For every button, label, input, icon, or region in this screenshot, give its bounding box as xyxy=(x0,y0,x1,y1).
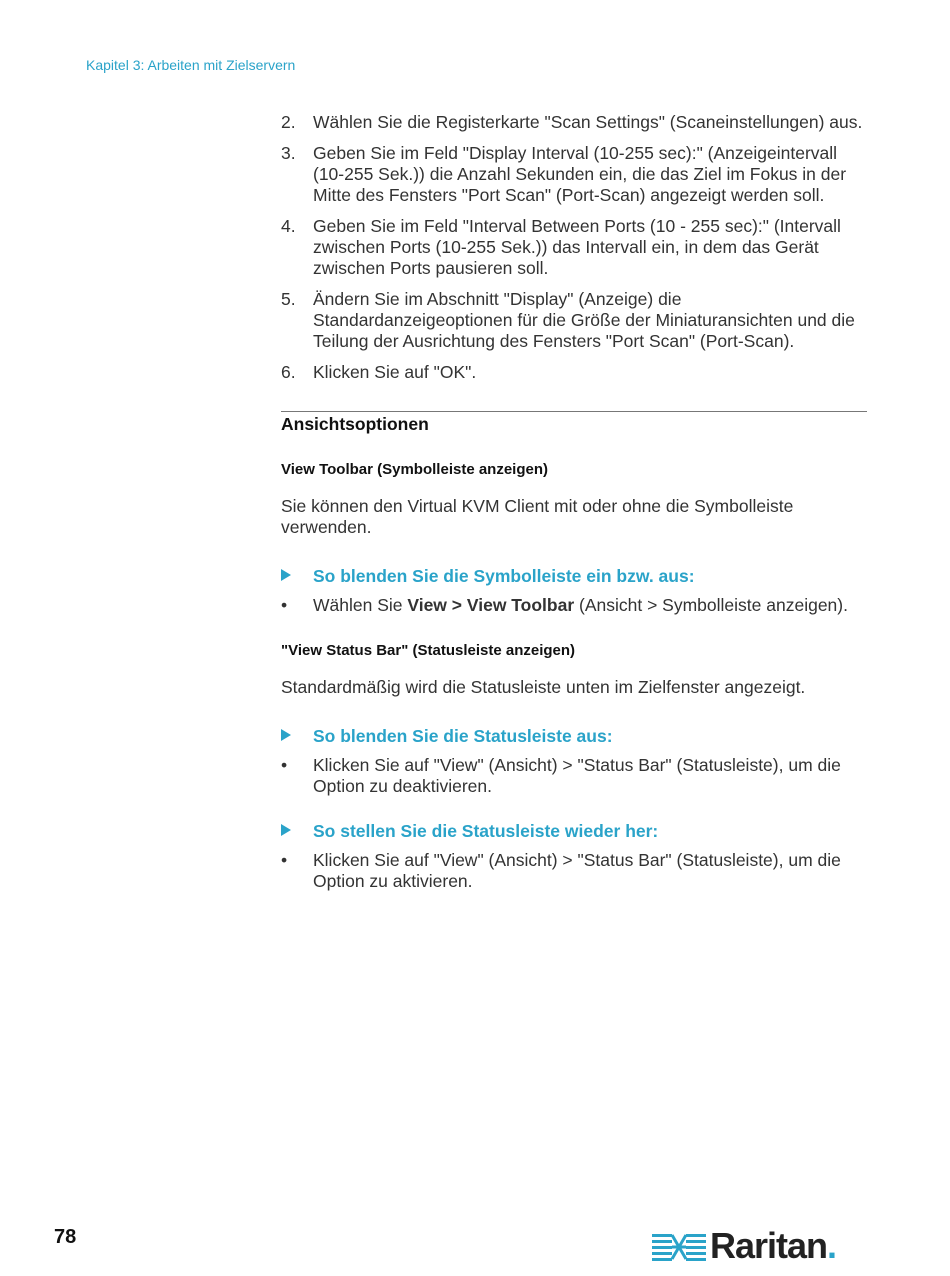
step-number: 4. xyxy=(281,216,296,236)
step-item xyxy=(281,216,867,279)
step-number: 3. xyxy=(281,143,296,163)
bullet-item xyxy=(281,850,867,892)
step-number: 2. xyxy=(281,112,296,132)
triangle-icon xyxy=(281,729,291,741)
bullet-list xyxy=(281,850,867,892)
bullet-list xyxy=(281,595,867,616)
step-item xyxy=(281,289,867,352)
step-item xyxy=(281,112,867,133)
step-text: Klicken Sie auf "OK". xyxy=(313,362,477,382)
statusbar-heading: "View Status Bar" (Statusleiste anzeigen) xyxy=(281,642,576,659)
procedure-heading xyxy=(281,726,867,747)
procedure-heading xyxy=(281,821,867,842)
procedure-text: So blenden Sie die Symbolleiste ein bzw. aus: xyxy=(313,566,695,586)
statusbar-intro: Standardmäßig wird die Statusleiste unten im Zielfenster angezeigt. xyxy=(281,677,806,697)
bullet-text: Klicken Sie auf "View" (Ansicht) > "Status Bar" (Statusleiste), um die Option zu aktivieren. xyxy=(313,850,841,891)
bullet-text: Klicken Sie auf "View" (Ansicht) > "Status Bar" (Statusleiste), um die Option zu deaktivieren. xyxy=(313,755,841,796)
step-text: Wählen Sie die Registerkarte "Scan Settings" (Scaneinstellungen) aus. xyxy=(313,112,863,132)
bullet-list xyxy=(281,755,867,797)
step-text: Ändern Sie im Abschnitt "Display" (Anzeige) die Standardanzeigeoptionen für die Größe der Miniaturansichten und die Teilung der Ausrichtung des Fensters "Port Scan" (Port-Scan). xyxy=(313,289,855,351)
step-list xyxy=(281,112,867,383)
step-item xyxy=(281,143,867,206)
procedure-text: So blenden Sie die Statusleiste aus: xyxy=(313,726,613,746)
toolbar-heading: View Toolbar (Symbolleiste anzeigen) xyxy=(281,461,549,478)
triangle-icon xyxy=(281,569,291,581)
bullet-item xyxy=(281,755,867,797)
page-content xyxy=(281,112,867,892)
bullet-icon: • xyxy=(281,755,288,775)
step-item xyxy=(281,362,867,383)
toolbar-intro: Sie können den Virtual KVM Client mit oder ohne die Symbolleiste verwenden. xyxy=(281,496,794,537)
step-text: Geben Sie im Feld "Display Interval (10-255 sec):" (Anzeigeintervall (10-255 Sek.)) die Anzahl Sekunden ein, die das Ziel im Fokus in der Mitte des Fensters "Port Scan" (Port-Scan) angezeigt werden soll. xyxy=(313,143,847,205)
procedure-text: So stellen Sie die Statusleiste wieder her: xyxy=(313,821,659,841)
raritan-logo-icon xyxy=(652,1230,706,1266)
section-title: Ansichtsoptionen xyxy=(281,414,429,434)
bullet-icon: • xyxy=(281,595,288,615)
triangle-icon xyxy=(281,824,291,836)
procedure-heading xyxy=(281,566,867,587)
step-text: Geben Sie im Feld "Interval Between Ports (10 - 255 sec):" (Intervall zwischen Ports (10-255 Sek.)) das Intervall ein, in dem das Gerät zwischen Ports pausieren soll. xyxy=(313,216,841,278)
step-number: 6. xyxy=(281,362,296,382)
step-number: 5. xyxy=(281,289,296,309)
menu-path: View > View Toolbar xyxy=(407,595,575,615)
bullet-suffix: (Ansicht > Symbolleiste anzeigen). xyxy=(574,595,848,615)
bullet-prefix: Wählen Sie xyxy=(313,595,408,615)
page-number: 78 xyxy=(54,1226,77,1248)
chapter-header: Kapitel 3: Arbeiten mit Zielservern xyxy=(86,57,296,73)
bullet-icon: • xyxy=(281,850,288,870)
logo-text: Raritan. xyxy=(710,1225,837,1266)
bullet-item xyxy=(281,595,867,616)
